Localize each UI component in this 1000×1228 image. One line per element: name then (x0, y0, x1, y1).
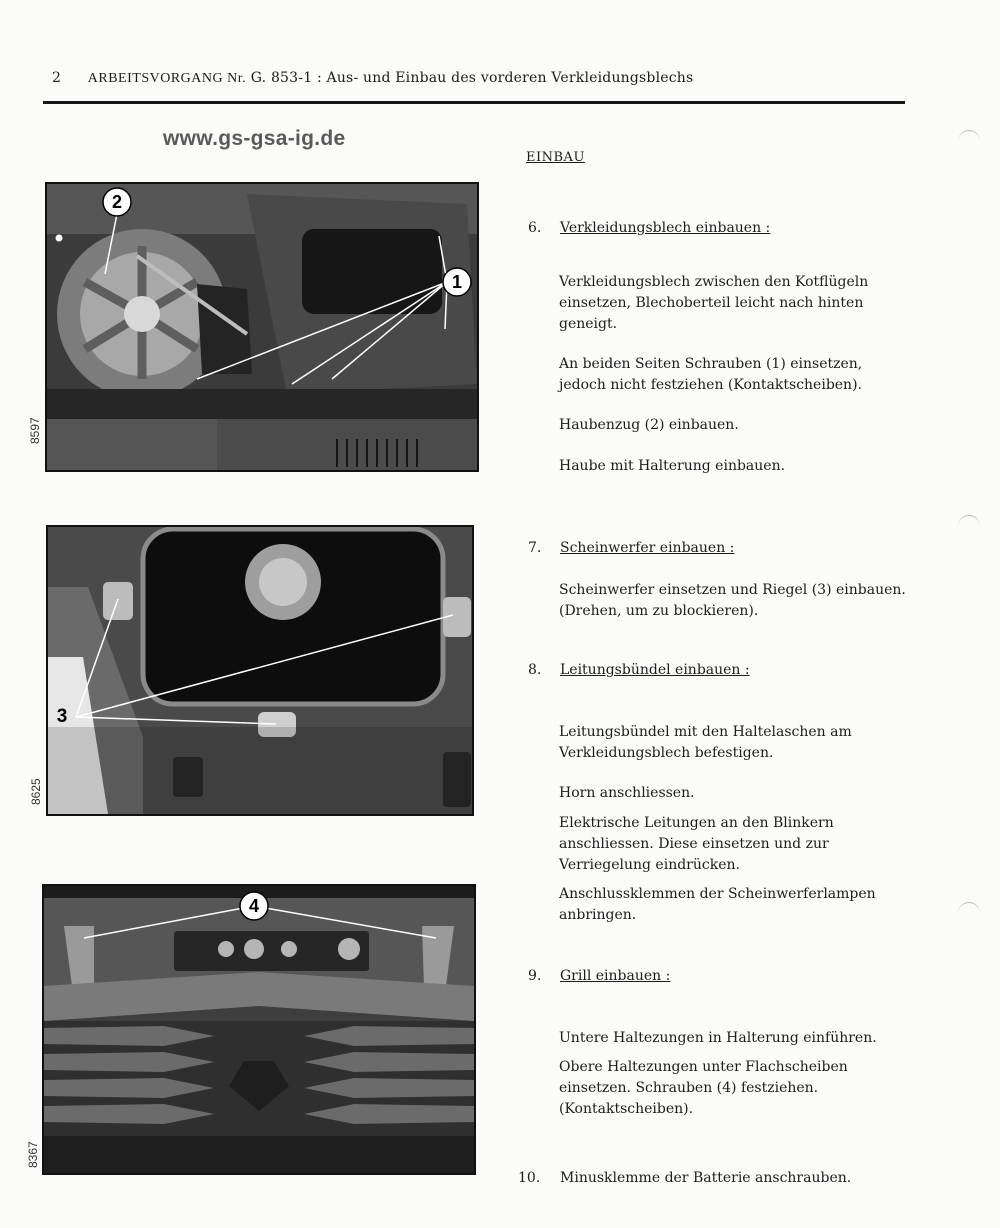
step-title: Minusklemme der Batterie anschrauben. (560, 1170, 852, 1186)
figure-number: 8597 (28, 417, 42, 444)
step-paragraph: Anschlussklemmen der Scheinwerferlampen anbringen. (559, 886, 876, 923)
step-number: 8. (528, 662, 542, 678)
step-number: 6. (528, 220, 542, 236)
photo-headlight (46, 525, 474, 816)
callout-3: 3 (56, 706, 68, 727)
step-paragraph: Horn anschliessen. (559, 785, 695, 801)
step-title: Leitungsbündel einbauen : (560, 662, 750, 678)
step-paragraph: Elektrische Leitungen an den Blinkern anschliessen. Diese einsetzen und zur Verriegelung eindrücken. (559, 815, 834, 873)
figure-number: 8367 (26, 1141, 40, 1168)
step-number: 7. (528, 540, 542, 556)
step-paragraph: Leitungsbündel mit den Haltelaschen am Verkleidungsblech befestigen. (559, 724, 852, 761)
callout-1: 1 (451, 272, 462, 292)
step-title: Scheinwerfer einbauen : (560, 540, 735, 556)
header-title: G. 853-1 : Aus- und Einbau des vorderen Verkleidungsblechs (250, 70, 694, 86)
header-title-prefix: ARBEITSVORGANG Nr. (87, 71, 247, 86)
binder-mark (958, 515, 980, 538)
step-title: Verkleidungsblech einbauen : (560, 220, 771, 236)
section-title: EINBAU (526, 150, 585, 165)
callout-4: 4 (248, 896, 259, 916)
photo-grille (42, 884, 476, 1175)
step-paragraph: Scheinwerfer einsetzen und Riegel (3) einbauen. (Drehen, um zu blockieren). (559, 582, 906, 619)
step-title: Grill einbauen : (560, 968, 671, 984)
step-paragraph: Haube mit Halterung einbauen. (559, 458, 786, 474)
step-paragraph: Verkleidungsblech zwischen den Kotflügeln einsetzen, Blechoberteil leicht nach hinten geneigt. (559, 274, 869, 332)
step-number: 9. (528, 968, 542, 984)
step-number: 10. (518, 1170, 541, 1186)
binder-mark (958, 902, 980, 925)
photo-front-panel (45, 182, 479, 472)
figure-number: 8625 (29, 778, 43, 805)
page-number: 2 (52, 70, 62, 86)
step-paragraph: Haubenzug (2) einbauen. (559, 417, 739, 433)
step-paragraph: Obere Haltezungen unter Flachscheiben einsetzen. Schrauben (4) festziehen. (Kontaktscheiben). (559, 1059, 848, 1117)
callout-2: 2 (111, 192, 122, 212)
binder-mark (958, 130, 980, 153)
page-header (52, 70, 693, 87)
step-paragraph: An beiden Seiten Schrauben (1) einsetzen, jedoch nicht festziehen (Kontaktscheiben). (559, 356, 863, 393)
watermark-url: www.gs-gsa-ig.de (163, 127, 346, 150)
step-paragraph: Untere Haltezungen in Halterung einführen. (559, 1030, 877, 1046)
header-rule (43, 101, 905, 104)
